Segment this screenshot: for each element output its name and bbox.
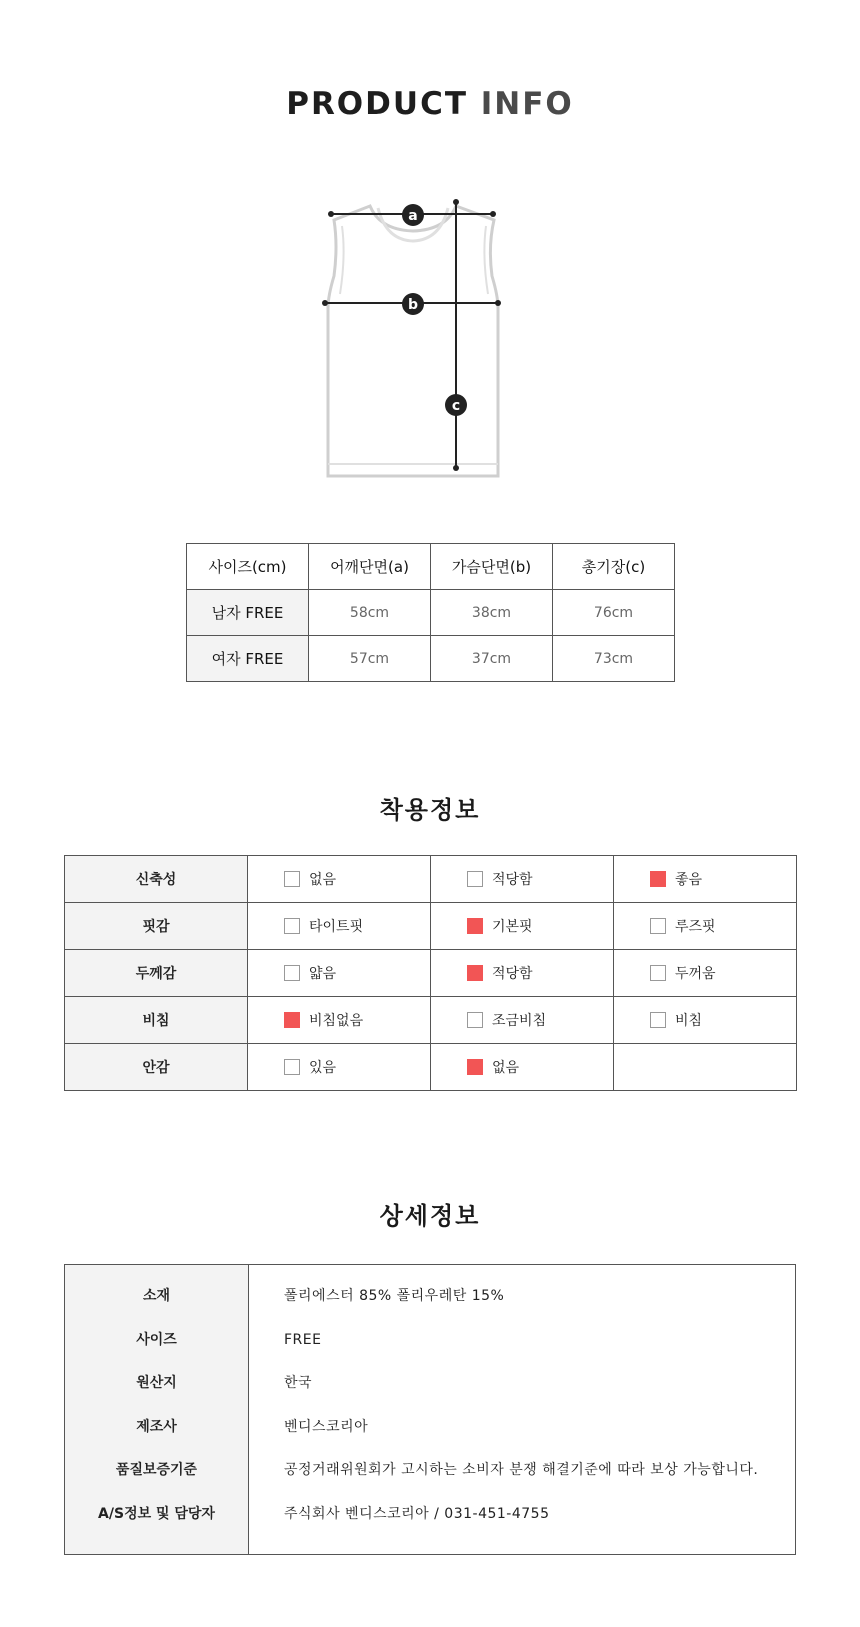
fit-option-label: 조금비침 [492,1013,547,1029]
checkbox-unchecked [284,871,300,887]
checkbox-checked [284,1012,300,1028]
label-a-badge [402,204,424,226]
fit-option-label: 타이트핏 [309,919,364,935]
checkbox-unchecked [284,1059,300,1075]
size-header-shoulder: 어깨단면(a) [309,544,431,590]
checkbox-checked [467,918,483,934]
fit-option-label: 적당함 [492,872,533,888]
detail-value: 폴리에스터 85% 폴리우레탄 15% [284,1288,505,1304]
fit-row-lining [65,1044,797,1091]
label-b: b [407,297,419,313]
detail-label: 제조사 [136,1418,177,1435]
detail-label: 소재 [142,1288,171,1304]
size-header-chest: 가슴단면(b) [431,544,553,590]
size-row-men [187,590,675,636]
fit-option [431,950,614,997]
checkbox-checked [467,965,483,981]
fit-row-fit [65,903,797,950]
size-row-label: 남자 FREE [187,590,309,636]
fit-option-label: 있음 [309,1060,337,1076]
fit-option [614,903,797,950]
fit-row-label: 안감 [65,1044,248,1091]
label-c-badge [445,394,467,416]
page-title-word2: INFO [480,86,574,122]
fit-option-label: 얇음 [309,966,337,982]
checkbox-unchecked [284,965,300,981]
garment-outline [328,206,498,476]
detail-table [64,1264,796,1555]
size-value: 37cm [431,636,553,682]
size-value: 73cm [553,636,675,682]
fit-row-sheerness [65,997,797,1044]
detail-label: 품질보증기준 [115,1462,198,1478]
fit-option [614,997,797,1044]
size-value: 58cm [309,590,431,636]
detail-value-column [249,1265,795,1554]
fit-option [248,856,431,903]
detail-value: 공정거래위원회가 고시하는 소비자 분쟁 해결기준에 따라 보상 가능합니다. [284,1462,759,1478]
fit-option [614,856,797,903]
fit-option [248,950,431,997]
size-row-label: 여자 FREE [187,636,309,682]
fit-option [431,856,614,903]
measurement-diagram [320,196,540,496]
fit-option-label: 좋음 [675,872,703,888]
fit-row-label: 신축성 [65,856,248,903]
size-value: 57cm [309,636,431,682]
label-b-badge [402,293,424,315]
checkbox-unchecked [284,918,300,934]
fit-option-label: 비침 [675,1013,703,1029]
fit-row-label: 두께감 [65,950,248,997]
fit-row-label: 비침 [65,997,248,1044]
detail-label-column [65,1265,249,1554]
checkbox-unchecked [467,871,483,887]
page-title-word1: PRODUCT [286,86,468,122]
detail-label: 사이즈 [136,1331,177,1348]
fit-option-label: 없음 [492,1060,520,1076]
label-a: a [408,208,418,224]
detail-value: 주식회사 벤디스코리아 / 031-451-4755 [284,1505,550,1522]
detail-value: FREE [284,1331,322,1348]
label-c: c [451,398,461,414]
fit-option [431,997,614,1044]
size-value: 76cm [553,590,675,636]
checkbox-unchecked [650,918,666,934]
size-table-header-row [187,544,675,590]
fit-option-label: 없음 [309,872,337,888]
fit-option [248,903,431,950]
fit-option-label: 두꺼움 [675,966,716,982]
fit-row-stretch [65,856,797,903]
fit-row-thickness [65,950,797,997]
size-table [186,543,675,682]
size-header-length: 총기장(c) [553,544,675,590]
checkbox-unchecked [650,965,666,981]
detail-section-title: 상세정보 [379,1202,481,1230]
detail-value: 한국 [284,1375,313,1391]
detail-label: A/S정보 및 담당자 [98,1505,215,1522]
fit-option-empty [614,1044,797,1091]
checkbox-unchecked [650,1012,666,1028]
size-row-women [187,636,675,682]
fit-option-label: 비침없음 [309,1013,364,1029]
page-title [0,86,860,122]
fit-option [614,950,797,997]
fit-option-label: 기본핏 [492,919,533,935]
size-value: 38cm [431,590,553,636]
size-header-size: 사이즈(cm) [187,544,309,590]
fit-option [431,903,614,950]
fit-section-title: 착용정보 [379,796,481,824]
fit-table [64,855,797,1091]
detail-label: 원산지 [136,1375,177,1391]
fit-option [248,997,431,1044]
checkbox-checked [467,1059,483,1075]
fit-option [248,1044,431,1091]
fit-option-label: 적당함 [492,966,533,982]
tank-top-illustration [320,196,540,496]
checkbox-checked [650,871,666,887]
fit-option [431,1044,614,1091]
fit-option-label: 루즈핏 [675,919,716,935]
detail-value: 벤디스코리아 [284,1418,369,1435]
fit-row-label: 핏감 [65,903,248,950]
checkbox-unchecked [467,1012,483,1028]
